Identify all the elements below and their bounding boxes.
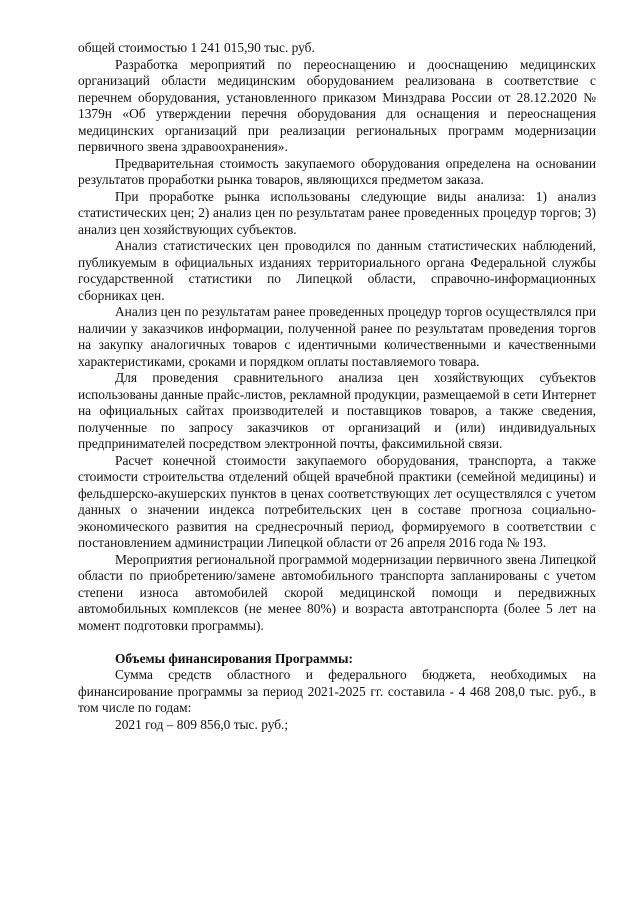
section-heading: Объемы финансирования Программы: <box>115 650 353 666</box>
paragraph-tender-prices: Анализ цен по результатам ранее проведенных процедур торгов осуществлялся при наличии у заказчиков информации, полученной ранее по результатам проведения торгов на закупку аналогичных товаров с идентичными количественными и качественными характеристиками, сроками и порядком оплаты поставляемого товара. <box>78 304 596 369</box>
paragraph-funding: Сумма средств областного и федерального бюджета, необходимых на финансирование программы за период 2021-2025 гг. составила - 4 468 208,0 тыс. руб., в том числе по годам: <box>78 667 596 715</box>
paragraph-preliminary-cost: Предварительная стоимость закупаемого оборудования определена на основании результатов проработки рынка товаров, являющихся предметом заказа. <box>78 155 596 187</box>
paragraph-vehicle-replacement: Мероприятия региональной программой модернизации первичного звена Липецкой области по приобретению/замене автомобильного транспорта запланированы с учетом степени износа автомобилей скорой медицинской помощи и передвижных автомобильных комплексов (не менее 80%) и возраста автотранспорта (более 5 лет на момент подготовки программы). <box>78 551 596 633</box>
paragraph-final-cost-calculation: Расчет конечной стоимости закупаемого оборудования, транспорта, а также стоимости строительства отделений общей врачебной практики (семейной медицины) и фельдшерско-акушерских пунктов в ценах соответствующих лет осуществлялся с учетом данных о значении индекса потребительских цен в составе прогноза социально-экономического развития на среднесрочный период, формируемого в соответствии с постановлением администрации Липецкой области от 26 апреля 2016 года № 193. <box>78 452 596 550</box>
paragraph-total-cost: общей стоимостью 1 241 015,90 тыс. руб. <box>78 40 315 55</box>
paragraph-statistical-prices: Анализ статистических цен проводился по данным статистических наблюдений, публикуемым в официальных изданиях территориального органа Федеральной службы государственной статистики по Липецкой области, справочно-информационных сборниках цен. <box>78 238 596 303</box>
paragraph-comparative-analysis: Для проведения сравнительного анализа цен хозяйствующих субъектов использованы данные прайс-листов, рекламной продукции, размещаемой в сети Интернет на официальных сайтах производителей и поставщиков товаров, а также сведения, полученные по запросу заказчиков от организаций и (или) индивидуальных предпринимателей посредством электронной почты, факсимильной связи. <box>78 370 596 451</box>
document-page <box>78 40 596 733</box>
paragraph-analysis-types: При проработке рынка использованы следующие виды анализа: 1) анализ статистических цен; 2) анализ цен по результатам ранее проведенных процедур торгов; 3) анализ цен хозяйствующих субъектов. <box>78 188 596 237</box>
funding-year-line: 2021 год – 809 856,0 тыс. руб.; <box>115 716 289 732</box>
paragraph-equipment-development: Разработка мероприятий по переоснащению и дооснащению медицинских организаций области медицинским оборудованием реализована в соответствие с перечнем оборудования, установленного приказом Минздрава России от 28.12.2020 № 1379н «Об утверждении перечня оборудования для оснащения и переоснащения медицинских организаций при реализации региональных программ модернизации первичного звена здравоохранения». <box>78 56 596 154</box>
